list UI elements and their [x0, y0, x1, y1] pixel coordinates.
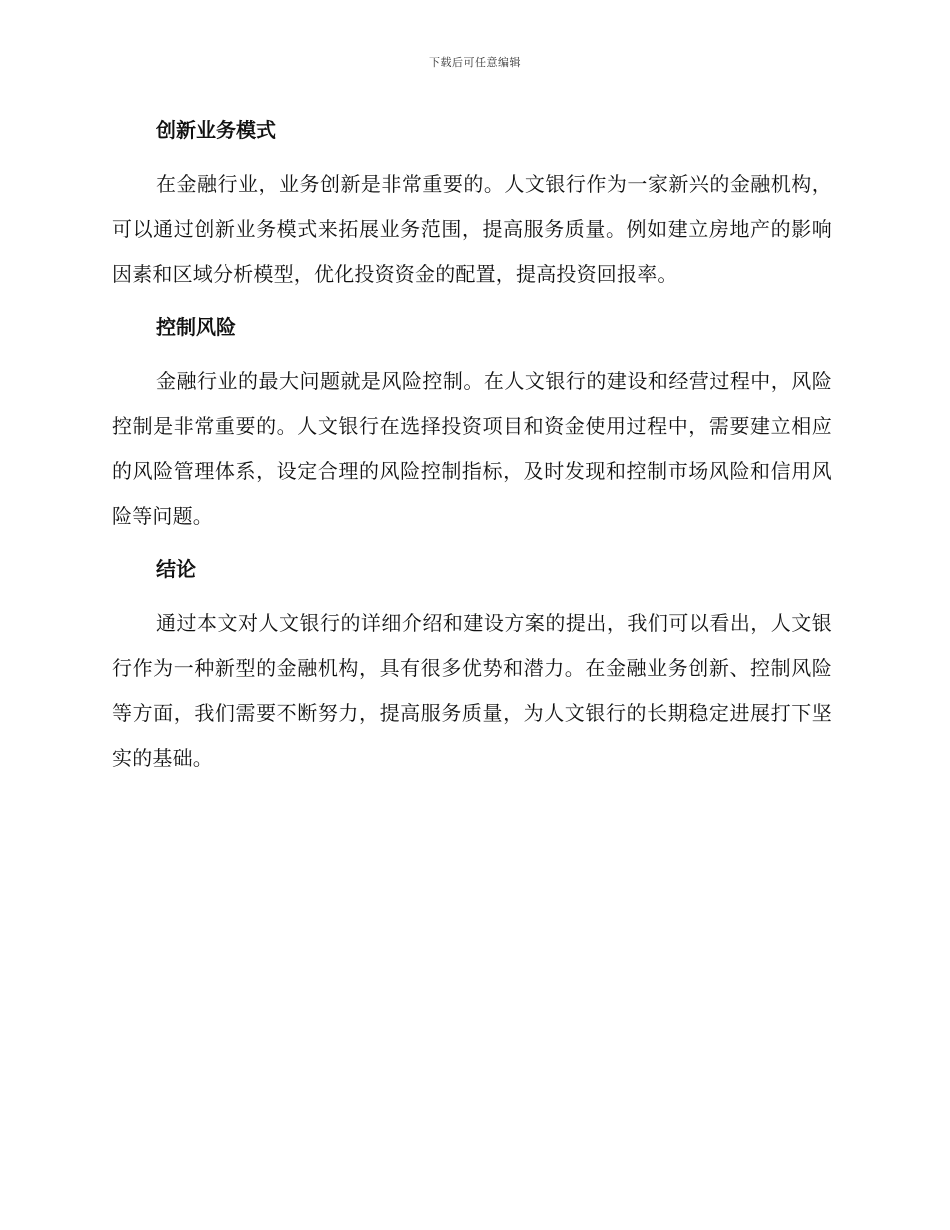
section-heading-innovation: 创新业务模式 — [156, 118, 276, 142]
section-paragraph-innovation: 在金融行业，业务创新是非常重要的。人文银行作为一家新兴的金融机构，可以通过创新业务模式来拓展业务范围，提高服务质量。例如建立房地产的影响因素和区域分析模型，优化投资资金的配置，提高投资回报率。 — [112, 172, 832, 286]
header-note: 下载后可任意编辑 — [429, 56, 521, 69]
section-heading-conclusion: 结论 — [156, 557, 196, 581]
section-paragraph-conclusion: 通过本文对人文银行的详细介绍和建设方案的提出，我们可以看出，人文银行作为一种新型的金融机构，具有很多优势和潜力。在金融业务创新、控制风险等方面，我们需要不断努力，提高服务质量，为人文银行的长期稳定进展打下坚实的基础。 — [112, 611, 832, 770]
section-heading-risk-control: 控制风险 — [156, 315, 236, 339]
section-paragraph-risk-control: 金融行业的最大问题就是风险控制。在人文银行的建设和经营过程中，风险控制是非常重要的。人文银行在选择投资项目和资金使用过程中，需要建立相应的风险管理体系，设定合理的风险控制指标，及时发现和控制市场风险和信用风险等问题。 — [112, 369, 832, 528]
document-body — [112, 110, 832, 781]
